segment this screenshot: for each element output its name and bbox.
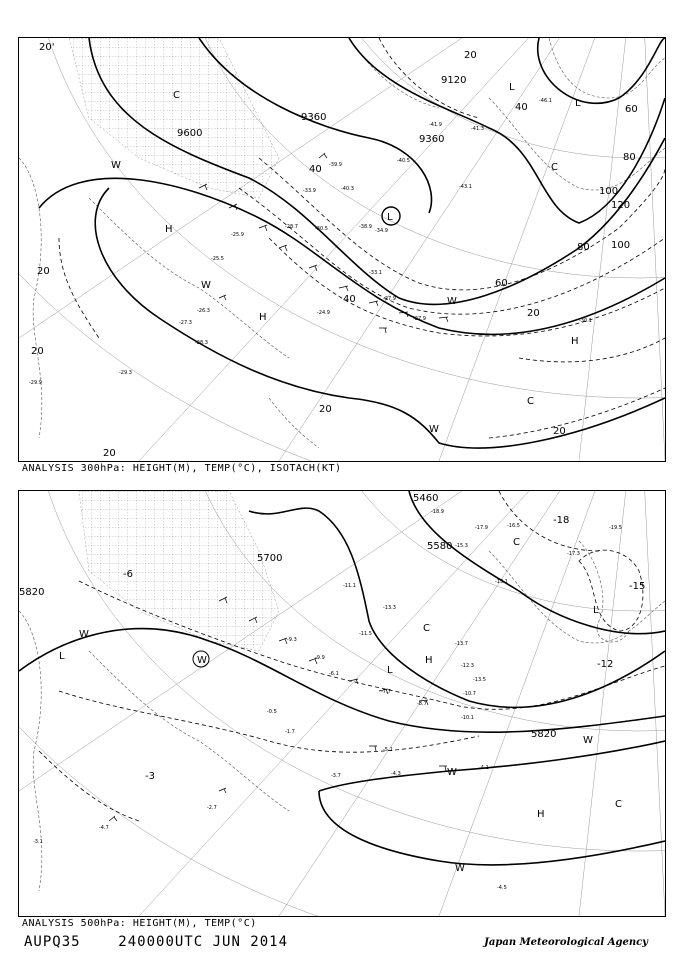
temperature-label: -16.5 <box>507 523 520 529</box>
temperature-label: -34.9 <box>375 228 388 234</box>
temperature-label: -4.7 <box>99 825 109 831</box>
isotach-label: 20 <box>31 346 44 357</box>
caption-500hpa: ANALYSIS 500hPa: HEIGHT(M), TEMP(°C) <box>22 918 257 929</box>
isotach-label: 60 <box>495 278 508 289</box>
temperature-label: -40.3 <box>341 186 354 192</box>
isotach-label: 20 <box>103 448 116 459</box>
high-center-marker: H <box>537 809 545 820</box>
temperature-label: -27.3 <box>179 320 192 326</box>
low-center-marker: L <box>593 605 599 616</box>
temperature-label: -30.1 <box>579 318 592 324</box>
isotach-label: 40 <box>309 164 322 175</box>
height-label: 5580 <box>427 541 453 552</box>
isotach-label: 100 <box>599 186 619 197</box>
isotach-label: 120 <box>611 200 631 211</box>
low-center-marker: L <box>509 82 515 93</box>
temperature-label: -10.7 <box>463 691 476 697</box>
temperature-label: -18.9 <box>431 509 444 515</box>
isotach-label: 60 <box>625 104 638 115</box>
map-500hpa-svg <box>19 491 665 916</box>
temperature-label: -27.9 <box>413 316 426 322</box>
low-center-marker: L <box>387 665 393 676</box>
temperature-label: -33.1 <box>369 270 382 276</box>
temperature-label: -4.1 <box>479 765 489 771</box>
high-center-marker: H <box>425 655 433 666</box>
high-center-marker: H <box>571 336 579 347</box>
temperature-label: -25.5 <box>211 256 224 262</box>
isotherm-label: -18 <box>553 515 570 526</box>
temperature-label: -4.3 <box>391 771 401 777</box>
height-label: 5820 <box>531 729 557 740</box>
temperature-label: -28.3 <box>195 340 208 346</box>
isotherm-label: -6 <box>123 569 133 580</box>
temperature-label: -30.5 <box>315 226 328 232</box>
chart-code: AUPQ35 <box>24 934 81 950</box>
isotherm-label: -3 <box>145 771 155 782</box>
cold-center-marker: C <box>423 623 430 634</box>
analysis-500hpa-map <box>18 490 666 917</box>
temperature-label: -39.9 <box>329 162 342 168</box>
low-center-marker: L <box>387 212 393 223</box>
temperature-label: -29.3 <box>119 370 132 376</box>
temperature-label: -41.3 <box>471 126 484 132</box>
cold-center-marker: C <box>527 396 534 407</box>
temperature-label: -9.9 <box>315 655 325 661</box>
temperature-label: -33.9 <box>303 188 316 194</box>
temperature-label: -40.5 <box>397 158 410 164</box>
temperature-label: -15.3 <box>455 543 468 549</box>
temperature-label: -4.5 <box>497 885 507 891</box>
temperature-label: -41.9 <box>429 122 442 128</box>
isotherm-label: -15 <box>629 581 646 592</box>
height-label: 5460 <box>413 493 439 504</box>
terrain-hatch <box>79 491 279 651</box>
height-label: 9360 <box>419 134 445 145</box>
temperature-label: -12.3 <box>461 663 474 669</box>
isotach-label: 20 <box>553 426 566 437</box>
isotach-label: 20 <box>37 266 50 277</box>
high-center-marker: H <box>259 312 267 323</box>
temperature-label: -17.9 <box>475 525 488 531</box>
temperature-label: -27.9 <box>383 296 396 302</box>
warm-center-marker: W <box>447 296 457 307</box>
temperature-label: -11.1 <box>343 583 356 589</box>
temperature-label: -5.1 <box>383 747 393 753</box>
wind-barbs <box>109 597 447 821</box>
temperature-label: -25.9 <box>231 232 244 238</box>
temperature-label: -8.7 <box>417 701 427 707</box>
temperature-label: -46.1 <box>539 98 552 104</box>
temperature-label: -26.3 <box>197 308 210 314</box>
caption-300hpa: ANALYSIS 300hPa: HEIGHT(M), TEMP(°C), ISOTACH(KT) <box>22 463 342 474</box>
isotach-label: 40 <box>343 294 356 305</box>
temperature-label: -19.5 <box>609 525 622 531</box>
cold-center-marker: C <box>615 799 622 810</box>
height-label: 9120 <box>441 75 467 86</box>
warm-center-marker: W <box>197 655 207 666</box>
temperature-label: -2.7 <box>207 805 217 811</box>
chart-datetime: 240000UTC JUN 2014 <box>118 934 289 950</box>
height-label: 5700 <box>257 553 283 564</box>
agency-name: Japan Meteorological Agency <box>484 937 648 948</box>
temperature-label: -38.9 <box>359 224 372 230</box>
temperature-label: -11.5 <box>359 631 372 637</box>
height-label: 9600 <box>177 128 203 139</box>
temperature-label: -24.9 <box>317 310 330 316</box>
isotach-label: 80 <box>623 152 636 163</box>
isotach-label: 20 <box>464 50 477 61</box>
temperature-label: -13.5 <box>473 677 486 683</box>
temperature-label: -13.1 <box>495 579 508 585</box>
isotach-label: 100 <box>611 240 631 251</box>
isotach-label: 20 <box>319 404 332 415</box>
low-center-marker: L <box>59 651 65 662</box>
temperature-label: -28.7 <box>285 224 298 230</box>
warm-center-marker: W <box>79 629 89 640</box>
cold-center-marker: C <box>173 90 180 101</box>
warm-center-marker: W <box>201 280 211 291</box>
high-center-marker: H <box>165 224 173 235</box>
temperature-label: -6.1 <box>329 671 339 677</box>
isotach-label: 80 <box>577 242 590 253</box>
height-label: 5820 <box>19 587 45 598</box>
cold-center-marker: C <box>551 162 558 173</box>
warm-center-marker: W <box>583 735 593 746</box>
temperature-label: -43.1 <box>459 184 472 190</box>
temperature-label: -13.7 <box>455 641 468 647</box>
corner-label: 20' <box>39 42 55 53</box>
coastlines <box>19 541 665 891</box>
temperature-label: -3.7 <box>331 773 341 779</box>
temperature-label: -13.3 <box>383 605 396 611</box>
height-label: 9360 <box>301 112 327 123</box>
warm-center-marker: W <box>111 160 121 171</box>
temperature-label: -0.5 <box>267 709 277 715</box>
cold-center-marker: C <box>513 537 520 548</box>
isotach-label: 40 <box>515 102 528 113</box>
temperature-label: -1.7 <box>285 729 295 735</box>
warm-center-marker: W <box>447 767 457 778</box>
temperature-label: -7.7 <box>381 689 391 695</box>
temperature-label: -10.1 <box>461 715 474 721</box>
temperature-label: -29.9 <box>29 380 42 386</box>
isotach-label: 20 <box>527 308 540 319</box>
station-temperatures <box>29 98 592 386</box>
map-300hpa-svg <box>19 38 665 461</box>
isotherm-label: -12 <box>597 659 614 670</box>
terrain-hatch <box>69 38 279 198</box>
warm-center-marker: W <box>455 863 465 874</box>
analysis-300hpa-map <box>18 37 666 462</box>
temperature-label: -17.3 <box>567 551 580 557</box>
warm-center-marker: W <box>429 424 439 435</box>
temperature-label: -9.3 <box>287 637 297 643</box>
chart-code-line <box>24 934 288 950</box>
low-center-marker: L <box>575 98 581 109</box>
temperature-label: -3.1 <box>33 839 43 845</box>
